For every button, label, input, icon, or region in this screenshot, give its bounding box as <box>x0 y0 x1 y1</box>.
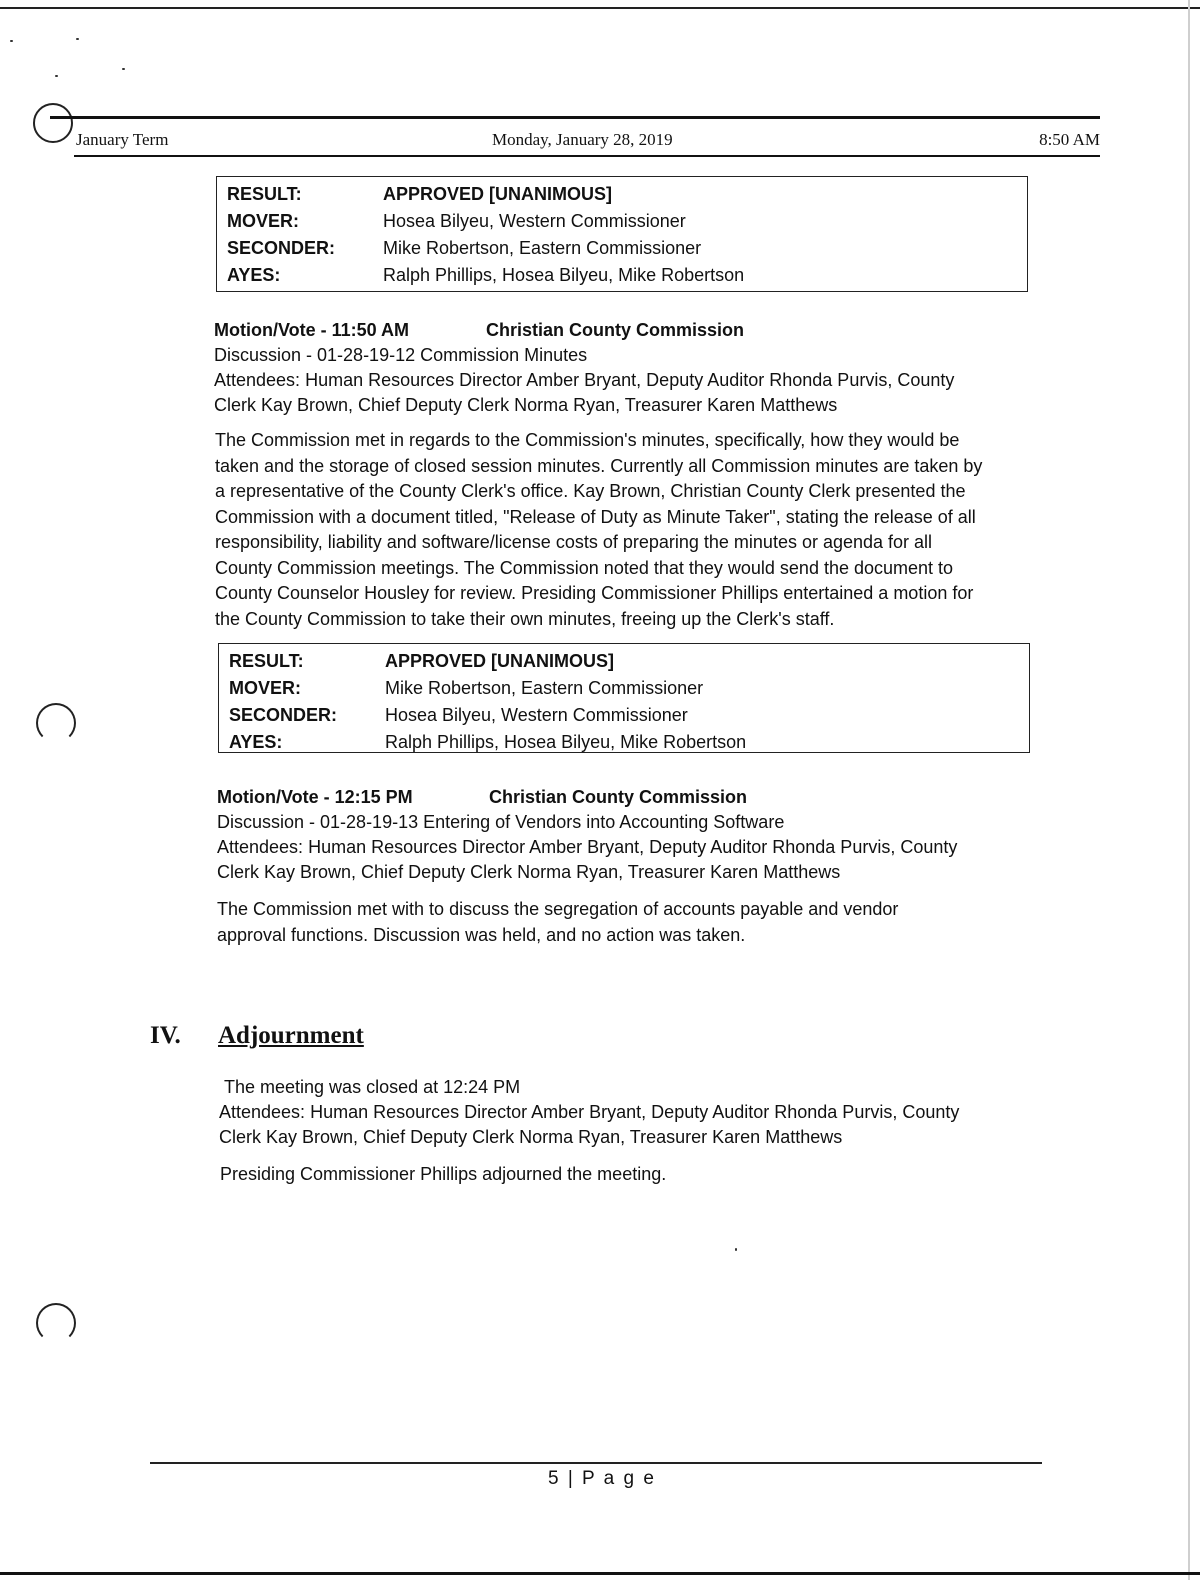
punch-hole-icon <box>33 103 73 143</box>
paragraph-line: responsibility, liability and software/license costs of preparing the minutes or agenda for all <box>215 532 933 552</box>
header-term: January Term <box>76 130 169 149</box>
vote-value: Ralph Phillips, Hosea Bilyeu, Mike Robertson <box>383 265 745 285</box>
motion-heading <box>217 785 1017 810</box>
header-rule-bottom <box>74 155 1100 157</box>
vote-row <box>217 235 1027 262</box>
vote-label: AYES: <box>227 265 281 285</box>
paragraph-line: The Commission met in regards to the Commission's minutes, specifically, how they would be <box>215 430 960 450</box>
vote-value: Mike Robertson, Eastern Commissioner <box>385 678 704 698</box>
scan-speck <box>122 68 125 70</box>
adjournment-final: Presiding Commissioner Phillips adjourned the meeting. <box>220 1164 667 1184</box>
vote-row <box>217 181 1027 208</box>
scan-edge-right <box>1188 0 1190 1580</box>
vote-value: Mike Robertson, Eastern Commissioner <box>383 238 702 258</box>
motion-discussion: Discussion - 01-28-19-12 Commission Minutes <box>214 345 588 365</box>
vote-row <box>217 208 1027 235</box>
motion-paragraph <box>215 428 1035 632</box>
motion-label: Motion/Vote - 11:50 AM <box>214 320 410 340</box>
scan-border-bottom <box>0 1572 1200 1575</box>
scan-speck <box>55 75 58 77</box>
page-number: 5 | P a g e <box>548 1468 656 1489</box>
paragraph-line: taken and the storage of closed session minutes. Currently all Commission minutes are taken by <box>215 455 983 476</box>
paragraph-line: the County Commission to take their own minutes, freeing up the Clerk's staff. <box>215 608 835 629</box>
adjournment-block <box>219 1075 1019 1150</box>
adjournment-closed: The meeting was closed at 12:24 PM <box>224 1077 521 1097</box>
paragraph-line: County Commission meetings. The Commission noted that they would send the document to <box>215 557 954 578</box>
punch-hole-icon <box>36 1303 76 1343</box>
header-rule-top <box>50 116 1100 119</box>
vote-value: Hosea Bilyeu, Western Commissioner <box>385 705 688 725</box>
section-title: Adjournment <box>218 1022 364 1049</box>
footer-rule <box>150 1462 1042 1464</box>
motion-heading <box>214 318 1014 343</box>
vote-row <box>217 262 1027 289</box>
motion-discussion: Discussion - 01-28-19-13 Entering of Vendors into Accounting Software <box>217 812 785 832</box>
motion-paragraph <box>217 897 1037 948</box>
motion-attendees: Attendees: Human Resources Director Amber Bryant, Deputy Auditor Rhonda Purvis, County <box>217 837 958 857</box>
punch-hole-icon <box>36 703 76 743</box>
vote-row <box>219 675 1029 702</box>
vote-label: RESULT: <box>229 651 304 671</box>
scan-speck <box>76 38 79 40</box>
scan-speck <box>10 40 13 42</box>
adjournment-attendees: Attendees: Human Resources Director Amber Bryant, Deputy Auditor Rhonda Purvis, County <box>219 1102 960 1122</box>
vote-label: MOVER: <box>227 211 299 231</box>
scan-speck <box>735 1248 737 1251</box>
motion-attendees: Clerk Kay Brown, Chief Deputy Clerk Norma Ryan, Treasurer Karen Matthews <box>217 862 841 882</box>
vote-label: SECONDER: <box>227 238 336 258</box>
header-date: Monday, January 28, 2019 <box>492 130 673 149</box>
vote-value: Hosea Bilyeu, Western Commissioner <box>383 211 686 231</box>
vote-label: SECONDER: <box>229 705 338 725</box>
vote-value: Ralph Phillips, Hosea Bilyeu, Mike Robertson <box>385 732 747 752</box>
paragraph-line: The Commission met with to discuss the segregation of accounts payable and vendor <box>217 899 899 919</box>
vote-result-box <box>218 643 1030 753</box>
motion-attendees: Attendees: Human Resources Director Amber Bryant, Deputy Auditor Rhonda Purvis, County <box>214 370 955 390</box>
scan-border-top <box>0 7 1200 9</box>
motion-vote-block <box>214 318 1014 418</box>
motion-label: Motion/Vote - 12:15 PM <box>217 787 413 807</box>
paragraph-line: Commission with a document titled, "Release of Duty as Minute Taker", stating the release of all <box>215 506 976 527</box>
vote-result-box <box>216 176 1028 292</box>
vote-value: APPROVED [UNANIMOUS] <box>383 184 613 204</box>
motion-attendees: Clerk Kay Brown, Chief Deputy Clerk Norma Ryan, Treasurer Karen Matthews <box>214 395 838 415</box>
motion-body: Christian County Commission <box>486 320 745 340</box>
motion-vote-block <box>217 785 1017 885</box>
header-time: 8:50 AM <box>1039 130 1100 149</box>
vote-row <box>219 729 1029 756</box>
paragraph-line: County Counselor Housley for review. Presiding Commissioner Phillips entertained a motion for <box>215 583 974 603</box>
vote-row <box>219 702 1029 729</box>
vote-label: RESULT: <box>227 184 302 204</box>
vote-label: AYES: <box>229 732 283 752</box>
section-number: IV. <box>150 1022 181 1049</box>
paragraph-line: approval functions. Discussion was held, and no action was taken. <box>217 924 746 945</box>
paragraph-line: a representative of the County Clerk's office. Kay Brown, Christian County Clerk presented the <box>215 481 966 501</box>
vote-row <box>219 648 1029 675</box>
vote-value: APPROVED [UNANIMOUS] <box>385 651 615 671</box>
vote-label: MOVER: <box>229 678 301 698</box>
motion-body: Christian County Commission <box>489 787 748 807</box>
adjournment-attendees: Clerk Kay Brown, Chief Deputy Clerk Norma Ryan, Treasurer Karen Matthews <box>219 1127 843 1147</box>
